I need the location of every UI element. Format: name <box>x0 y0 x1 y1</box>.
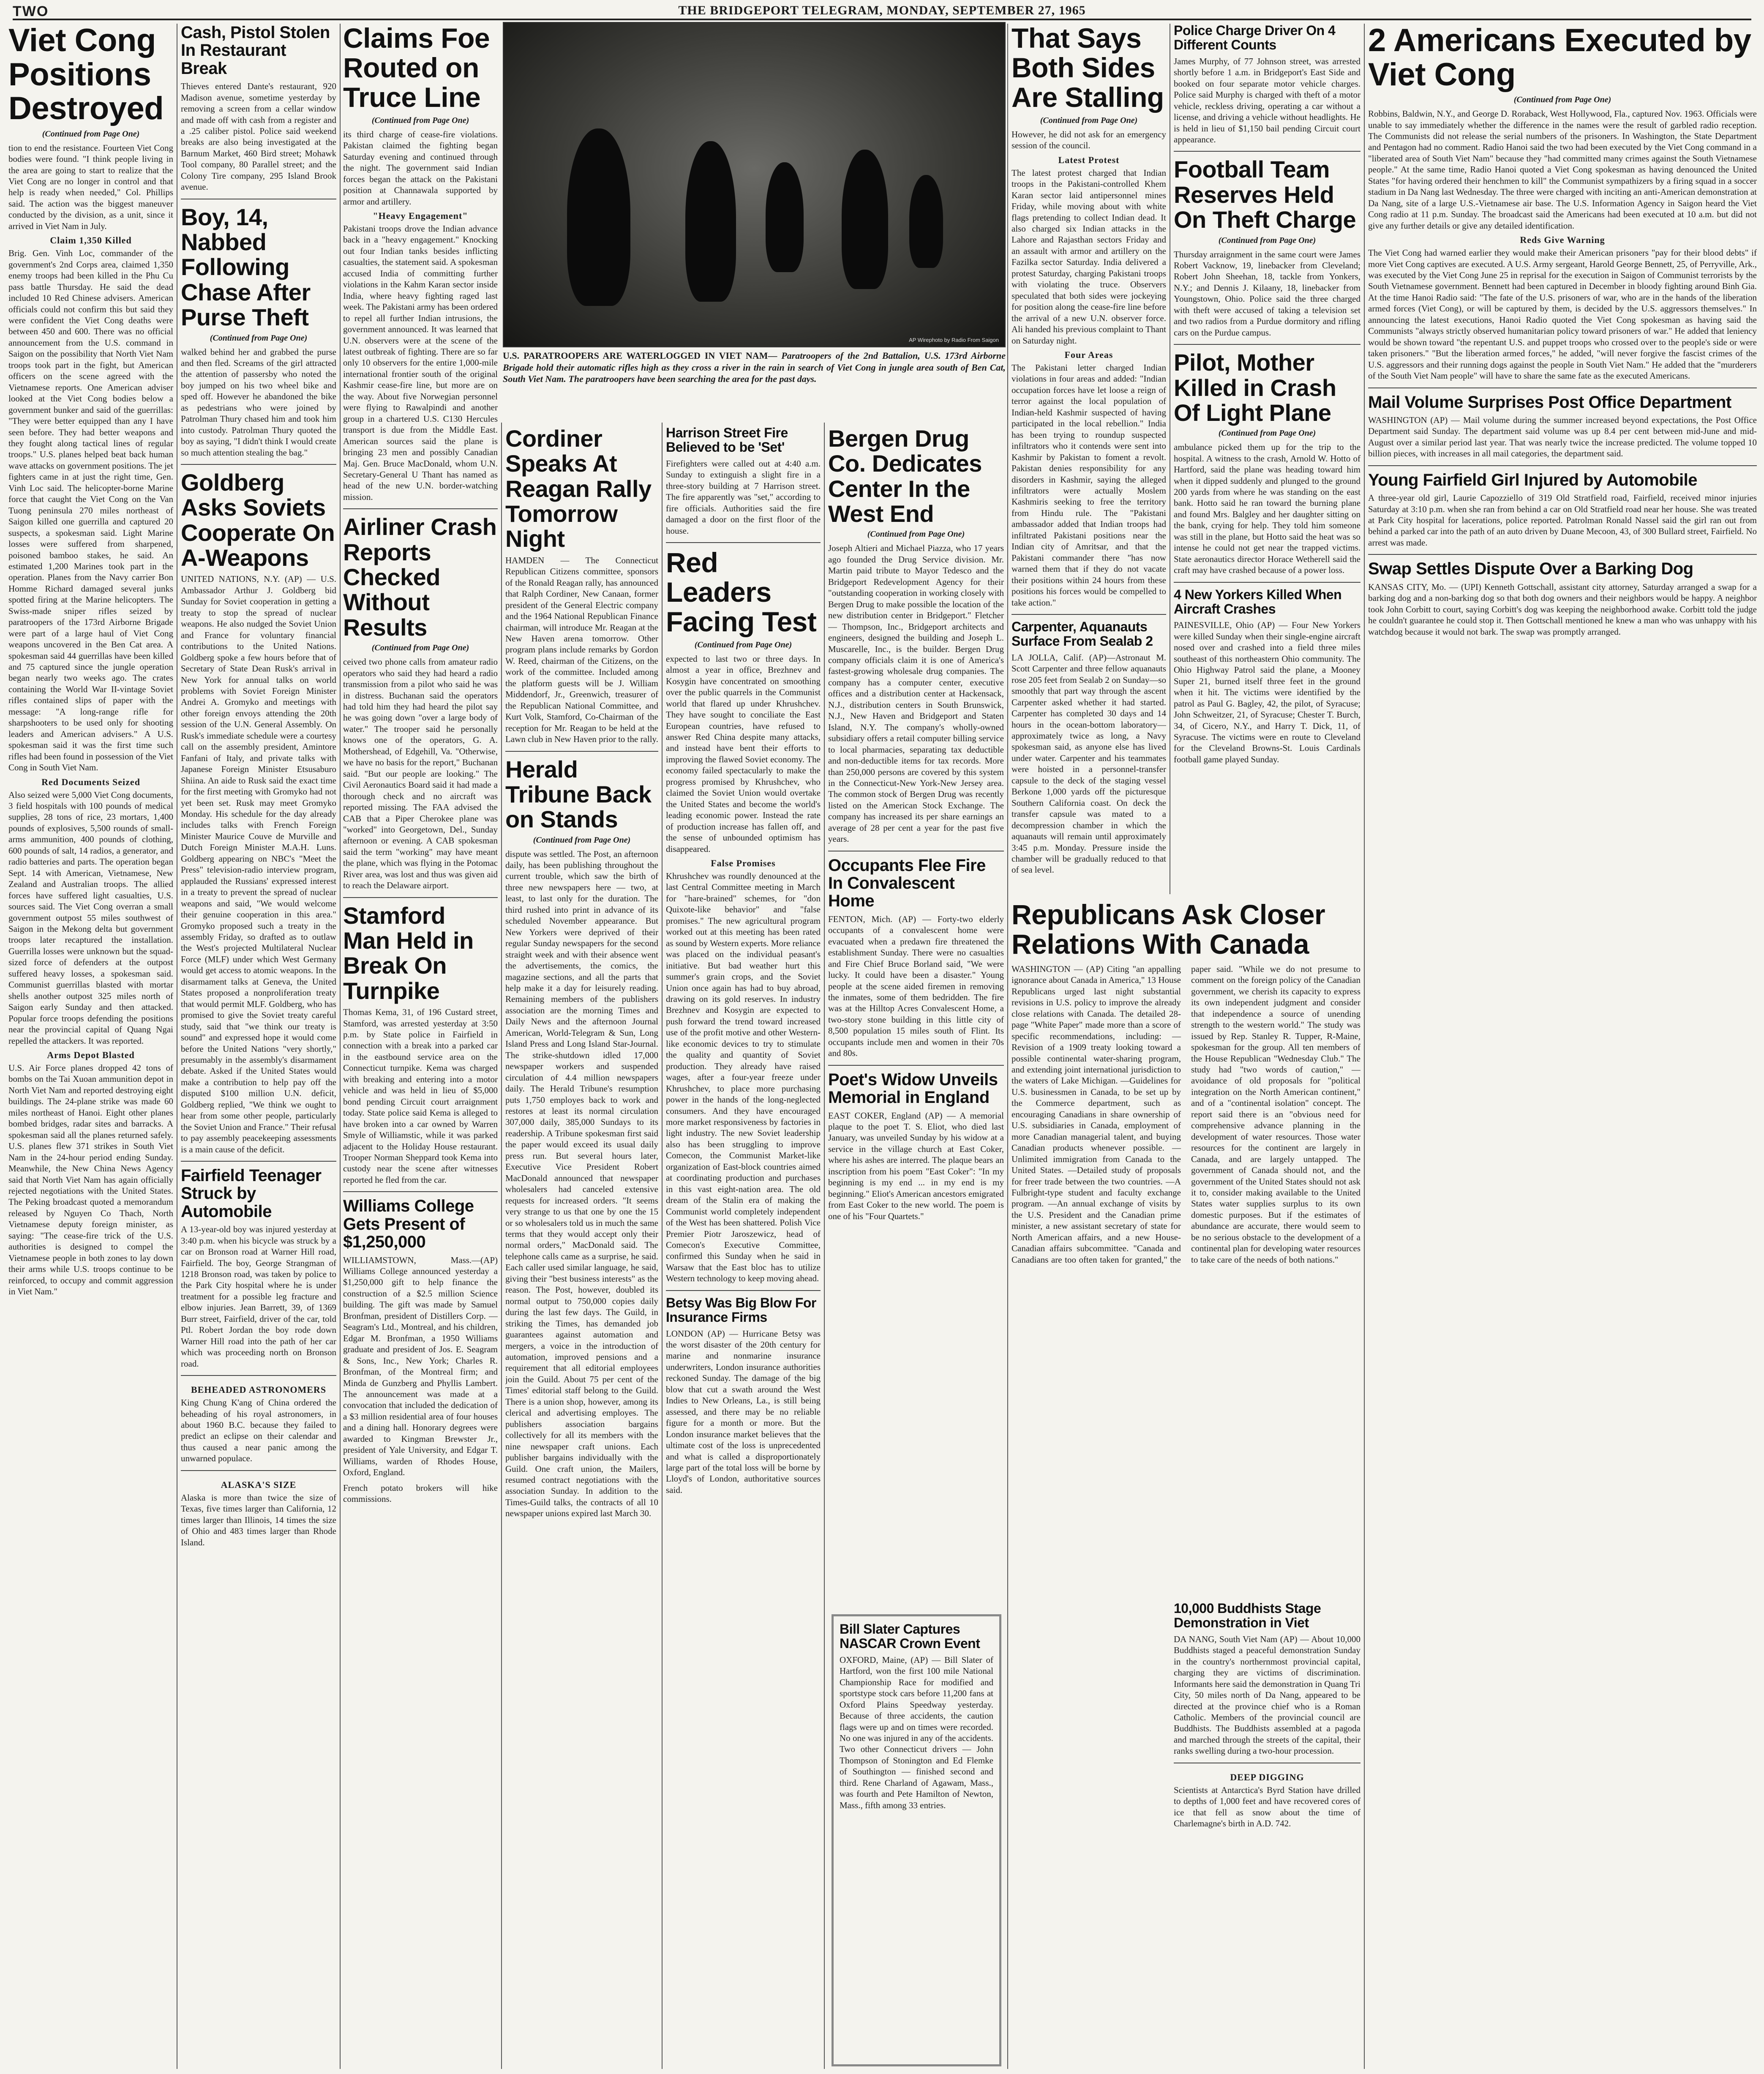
divider <box>181 1375 336 1376</box>
article-body: DA NANG, South Viet Nam (AP) — About 10,000 Buddhists staged a peaceful demonstration Sunday in the country's northernmost provincial capital, charging they are victims of discrimination. Informants here said the demonstration in Quang Tri City, 50 miles north of Da Nang, appeared to be directed at the province chief who is a Roman Catholic. Members of the provincial council are Buddhists. The Buddhists assembled at a pagoda and marched through the streets of the capital, their ranks swelling during a two-hour procession. <box>1174 1634 1360 1756</box>
headline: Swap Settles Dispute Over a Barking Dog <box>1368 560 1693 579</box>
soldier-silhouette <box>567 128 630 306</box>
headline: BEHEADED ASTRONOMERS <box>191 1384 327 1395</box>
article-body: OXFORD, Maine, (AP) — Bill Slater of Hartford, won the first 100 mile National Championship Race for modified and sportstype stock cars before 11,200 fans at Oxford Plains Speedway yesterday. Because of three accidents, the caution flags were up and on times were recorded. No one was injured in any of the accidents. Two other Connecticut drivers — John Thompson of Stonington and Ed Flemke of Southington — finished second and third. Rene Charland of Agawam, Mass., was fourth and Pete Hamilton of Newton, Mass., fifth among 33 entries. <box>840 1654 993 1810</box>
article-body: EAST COKER, England (AP) — A memorial plaque to the poet T. S. Eliot, who died last January, was unveiled Sunday by his widow at a service in the village church at East Coker, where his ashes are interred. The plaque bears an inscription from his poem "East Coker": "In my beginning is my end ... in my end is my beginning." Eliot's American ancestors emigrated from East Coker to the new world. The poem is one of his "Four Quartets." <box>828 1110 1004 1221</box>
article-body: Thieves entered Dante's restaurant, 920 Madison avenue, sometime yesterday by removing a screen from a cellar window and made off with cash from a register and a .25 caliber pistol. Police said weekend breaks are also being investigated at the Barnum Market, 460 Bird street; Mohawk Tool company, 80 Parallel street; and the Colony Tire company, 295 Island Brook avenue. <box>181 81 336 192</box>
article-body: James Murphy, of 77 Johnson street, was arrested shortly before 1 a.m. in Bridgeport's East Side and booked on four separate motor vehicle charges. Police said Murphy is charged with theft of a motor vehicle, reckless driving, operating a car without a license, and driving a vehicle without headlights. He is held in lieu of $1,150 bail pending Circuit court appearance. <box>1174 56 1360 145</box>
divider <box>1174 344 1360 345</box>
article-body: A 13-year-old boy was injured yesterday at 3:40 p.m. when his bicycle was struck by a car on Bronson road at Warner Hill road, Fairfield. The boy, George Strangman of 1218 Bronson road, was taken by police to the Park City hospital where he is under treatment for a possible leg fracture and elbow injuries. Jean Barrett, 39, of 1369 Burr street, Fairfield, driver of the car, told Ptl. Robert Jordan the boy rode down Warner Hill road into the path of her car which was proceeding north on Bronson road. <box>181 1224 336 1369</box>
jump-line: (Continued from Page One) <box>371 643 469 653</box>
divider <box>1368 554 1757 555</box>
headline: Pilot, Mother Killed in Crash Of Light Plane <box>1174 350 1336 426</box>
article-body: The latest protest charged that Indian troops in the Pakistani-controlled Khem Karan sector laid antipersonnel mines Friday, while moving about with white flags pretending to collect Indian dead. It also charged six Indian attacks in the Lahore and Rajasthan sectors Friday and an assault with armor and artillery on the Fazilka sector Saturday. India delivered a protest Saturday, charging Pakistani troops with violating the truce. Observers speculated that both sides were jockeying for position along the cease-fire line before the arrival of a new U.N. observer force. Ali handed his previous complaint to Thant on Saturday night. <box>1012 167 1166 346</box>
headline: Bergen Drug Co. Dedicates Center In the West End <box>828 426 982 527</box>
column-rule <box>1007 24 1008 2069</box>
article-body: Brig. Gen. Vinh Loc, commander of the government's 2nd Corps area, claimed 1,350 enemy troops had been killed in the Phu Cu pass battle Thursday. He said the dead included 10 Red Chinese advisers. American officials could not confirm this but said they were confident the Viet Cong deaths were between 450 and 600. There was no official announcement from the U.S. command in Saigon on the possibility that North Viet Nam troops took part in the fight, but American officers on the scene agreed with the Vietnamese reports. One American adviser looked at the Viet Cong bodies below a government bunker and said of the guerrillas: "They were better equipped than any I have seen before. They had better weapons and they fought along tactical lines of regular troops." U.S. planes helped beat back human wave attacks on government positions. The jet fighters came in at just the right time, Gen. Vinh Loc said. The helicopter-borne Marine force that caught the Viet Cong on the Van Tuong peninsula 270 miles northeast of Saigon killed one guerrilla and captured 20 suspects, a spokesman said. Light Marine losses were suffered from sharpened, poisoned bamboo stakes, he said. An estimated 1,200 Marines took part in the operation. Planes from the Navy carrier Bon Homme Richard damaged several junks spotted firing at the Marine helicopters. The Swiss-made sniper rifles seized by paratroopers of the 173rd Airborne Brigade were part of a large haul of Viet Cong weapons uncovered in the Ben Cat area. A spokesman said 44 guerrillas have been killed and 75 captured since the jungle operation began nearly two weeks ago. The crates containing the World War II-vintage Soviet rifles contained slips of paper with the message: "A long-range rifle for sharpshooters to be used only for shooting leaders and American advisers." A U.S. spokesman said it was the first time such rifles had been found in possession of the Viet Cong in South Viet Nam. <box>8 248 173 773</box>
divider <box>666 542 821 543</box>
article-beheaded-astronomers <box>181 1381 336 1464</box>
article-body: Pakistani troops drove the Indian advance back in a "heavy engagement." Knocking out four Indian tanks besides inflicting casualties, the statement said. A spokesman accused India of committing further violations in the Kahm Karan sector inside India, where heavy fighting raged last week. The Pakistani army has been ordered to repel all further Indian intrusions, the government announced. It was learned that U.N. observers were at the scene of the latest outbreak of fighting. There are so far only 10 observers for the entire 1,000-mile international frontier south of the original Kashmir cease-fire line, but more are on the way. About five Norwegian personnel were flying to Rawalpindi and another group in a chartered U.S. C130 Hercules transport is due from the Middle East. American sources said the plane is bringing 23 men and possibly Canadian Maj. Gen. Bruce MacDonald, whom U.N. Secretary-General U Thant has named as head of the new U.N. border-watching mission. <box>343 224 498 502</box>
jump-line: (Continued from Page One) <box>533 835 631 845</box>
soldier-silhouette <box>766 162 804 272</box>
headline: Young Fairfield Girl Injured by Automobile <box>1368 471 1698 489</box>
subhead: Claim 1,350 Killed <box>50 235 132 246</box>
article-body: ambulance picked them up for the trip to the hospital. A witness to the crash, Arnold W. Hotto of Hartford, said the plane was heading toward him when it dipped suddenly and plunged to the ground 200 yards from where he was standing on the east bank. Hotto said he ran toward the burning plane and found Mrs. Balgley and her daughter sitting on the bank, crying for help. They told him someone was still in the plane, but Hotto said the heat was so intense he could not get near the trapped victims. State aeronautics director Horace Wetherell said the craft may have crashed because of a power loss. <box>1174 442 1360 576</box>
article-body: PAINESVILLE, Ohio (AP) — Four New Yorkers were killed Sunday when their single-engine aircraft nosed over and crashed into a field three miles southeast of this northeastern Ohio community. The Ohio Highway Patrol said the plane, a Mooney Super 21, burned itself three feet in the ground when it hit. The victims were identified by the patrol as Paul G. Bagley, 42, the pilot, of Syracuse; John Schweitzer, 21, of Syracuse; Chester T. Burch, 34, of Cicero, N.Y., and Harry T. Dick, 11, of Syracuse. The victims were en route to Cleveland for the Cleveland Browns-St. Louis Cardinals football game played Sunday. <box>1174 620 1360 764</box>
article-claims-foe-routed <box>343 24 498 502</box>
caption-lead: U.S. PARATROOPERS ARE WATERLOGGED IN VIET NAM— <box>503 350 777 361</box>
jump-line: (Continued from Page One) <box>1040 115 1138 125</box>
article-body: However, he did not ask for an emergency session of the council. <box>1012 129 1166 151</box>
headline: Football Team Reserves Held On Theft Charge <box>1174 157 1356 233</box>
article-cash-pistol <box>181 24 336 193</box>
headline: Airliner Crash Reports Checked Without Results <box>343 514 497 641</box>
divider <box>666 1290 821 1291</box>
headline: Bill Slater Captures NASCAR Crown Event <box>840 1622 980 1651</box>
column-3 <box>343 24 498 2069</box>
article-body: A three-year old girl, Laurie Capozziello of 319 Old Stratfield road, Fairfield, received minor injuries Saturday at 3:10 p.m. when she ran from behind a car on Old Stratfield road near her house. She was treated at Park City hospital for lacerations, police reported. Patrolman Ronald Nassel said the girl ran out from behind a parked car into the path of an auto driven by Duane Mecoon, 43, of 300 Bullard street, Fairfield. No arrest was made. <box>1368 493 1757 548</box>
boxed-article-nascar <box>832 1614 1001 2066</box>
news-photo <box>503 22 1006 347</box>
jump-line: (Continued from Page One) <box>694 640 792 649</box>
column-8 <box>1174 24 1360 894</box>
jump-line: (Continued from Page One) <box>867 529 965 539</box>
article-body: WASHINGTON (AP) — Mail volume during the summer increased beyond expectations, the Post Office Department said Sunday. The department said volume was up 8.4 per cent between mid-June and mid-August over a similar period last year. That was nearly twice the increase predicted. The volume topped 10 billion pieces, with increases in all mail categories, the department said. <box>1368 415 1757 459</box>
jump-line: (Continued from Page One) <box>1513 95 1611 105</box>
column-6 <box>828 426 1004 1609</box>
article-body: walked behind her and grabbed the purse and then fled. Screams of the girl attracted the attention of passersby who noted the boy jumped on his two wheel bike and sped off. However he abandoned the bike as pedestrians who were joined by Patrolman Thury chased him and took him into custody. Patrolman Thury quoted the boy as saying, "I didn't think I would create so much attention stealing the bag." <box>181 347 336 458</box>
article-alaska-size <box>181 1476 336 1548</box>
photo-caption <box>503 350 1006 385</box>
masthead <box>13 3 1751 20</box>
headline: Police Charge Driver On 4 Different Counts <box>1174 24 1336 52</box>
column-7 <box>1012 24 1166 894</box>
headline: Goldberg Asks Soviets Cooperate On A-Weapons <box>181 470 335 571</box>
article-body: expected to last two or three days. In almost a year in office, Brezhnev and Kosygin have concentrated on smoothing over the public quarrels in the Communist world that flared up under Khrushchev. They have sought to conciliate the East European countries, have refused to answer Red China despite many attacks, and instead have bent their efforts to improving the flawed Soviet economy. The economy failed spectacularly to make the progress promised by Khrushchev, who claimed the Soviet Union would overtake the United States and become the world's leading economic power. Instead the rate of production increase has fallen off, and the sense of unbounded optimism has disappeared. <box>666 653 821 854</box>
article-harrison-fire <box>666 426 821 536</box>
article-body: LA JOLLA, Calif. (AP)—Astronaut M. Scott Carpenter and three fellow aquanauts rose 205 feet from Sealab 2 on Sunday—so smoothly that part way through the ascent Carpenter asked whether it had started. Carpenter has completed 30 days and 14 hours in the ocean-bottom laboratory—approximately twice as long, a Navy spokesman said, as anyone else has lived under water. Carpenter and his teammates were hoisted in a personnel-transfer capsule to the deck of the staging vessel Berkone 1,000 yards off the picturesque Southern California coast. On deck the transfer capsule was mated to a decompression chamber in which the aquanauts will remain until approximately 3:45 p.m. Monday. Pressure inside the chamber will be gradually reduced to that of sea level. <box>1012 652 1166 875</box>
subhead: Reds Give Warning <box>1520 235 1605 246</box>
headline: Red Leaders Facing Test <box>666 548 817 637</box>
jump-line: (Continued from Page One) <box>1218 428 1316 438</box>
subhead: Red Documents Seized <box>41 776 140 787</box>
headline: 10,000 Buddhists Stage Demonstration in Viet <box>1174 1602 1321 1630</box>
headline: Poet's Widow Unveils Memorial in England <box>828 1070 998 1107</box>
column-rule <box>340 24 341 2069</box>
article-body: Thursday arraignment in the same court were James Robert Vacknow, 19, linebacker from Cleveland; Robert John Sheehan, 18, tackle from Yonkers, N.Y.; and Dennis J. Kilaany, 18, linebacker from Youngstown, Ohio. Police said the three charged with theft were accused of taking a television set and two radios from a Purdue dormitory and rifling cars on the Purdue campus. <box>1174 249 1360 338</box>
column-9 <box>1368 24 1757 2069</box>
divider <box>343 897 498 898</box>
column-rule <box>662 423 663 2069</box>
column-8-lower <box>1174 1602 1360 2066</box>
headline: Herald Tribune Back on Stands <box>505 756 652 833</box>
headline: Boy, 14, Nabbed Following Chase After Purse Theft <box>181 204 311 331</box>
headline: Cordiner Speaks At Reagan Rally Tomorrow Night <box>505 426 652 552</box>
article-buddhists <box>1174 1602 1360 1757</box>
headline: Fairfield Teenager Struck by Automobile <box>181 1167 322 1221</box>
article-body: Scientists at Antarctica's Byrd Station have drilled to depths of 1,000 feet and have recovered cores of ice that fell as snow about the time of Charlemagne's birth in A.D. 742. <box>1174 1785 1360 1829</box>
headline: Mail Volume Surprises Post Office Department <box>1368 393 1731 412</box>
article-body: Khrushchev was roundly denounced at the last Central Committee meeting in March for "hare-brained" schemes, for "don Quixote-like behavior" and "false promises." The new agricultural program worked out at this meeting has been rated as sound by Western experts. More reliance was placed on the individual peasant's initiative. But bad weather hurt this summer's grain crops, and the Soviet Union once again has had to buy abroad, drawing on its gold reserves. In industry Brezhnev and Kosygin are expected to push forward the trend toward increased use of the profit motive and other Western-like economic devices to try to stimulate the quality and quantity of Soviet production. They already have raised wages, after a four-year freeze under Khrushchev, to place more purchasing power in the hands of the long-neglected consumers. And they have encouraged more market responsiveness by factories in light industry. The new Soviet leadership also has been struggling to improve Comecon, the Communist Market-like organization of East-block countries aimed at coordinating production and purchases in this vast eight-nation area. The old dream of the Stalin era of making the Communist world completely independent of the West has been shattered. Polish Vice Premier Piotr Jaroszewicz, head of Comecon's Executive Committee, confirmed this Sunday when he said in Warsaw that the East bloc has to utilize Western technology to keep moving ahead. <box>666 871 821 1284</box>
article-body: Thomas Kema, 31, of 196 Custard street, Stamford, was arrested yesterday at 3:50 p.m. by State police in Fairfield in connection with a break into a parked car in the eastbound service area on the Connecticut turnpike. Kema was charged with breaking and entering into a motor vehicle and was held in lieu of $5,000 bond pending Circuit court arraignment today. State police said Kema is alleged to have broken into a car owned by Warren Smyle of Williamstic, while it was parked adjacent to the Holiday House restaurant. Trooper Norman Sheppard took Kema into custody near the scene after witnesses reported he fled from the car. <box>343 1007 498 1185</box>
article-body: Joseph Altieri and Michael Piazza, who 17 years ago founded the Drug Service division. Mr. Martin paid tribute to Mayor Tedesco and the Bridgeport Redevelopment Agency for their "outstanding cooperation in working closely with Bergen Drug to make possible the location of the new distribution center in Bridgeport." Fletcher — Thompson, Inc., Bridgeport architects and engineers, designed the building and Joseph L. Muscarelle, Inc., is the builder. Bergen Drug company officials claim it is one of America's fastest-growing wholesale drug companies. The company has a computer center, executive offices and a distribution center at Hackensack, N.J., distribution centers in South Brunswick, N.J., New Haven and Bridgeport and Staten Island, N.Y. The company's wholly-owned subsidiary offers a retail computer billing service to local pharmacies, separating tax deductible and non-deductible items for tax records. More than 250,000 persons are covered by this system in the Connecticut-New York-New Jersey area. The common stock of Bergen Drug was recently listed on the American Stock Exchange. The company has increased its per share earnings an average of 28 per cent a year for the past five years. <box>828 543 1004 844</box>
headline: Harrison Street Fire Believed to be 'Set' <box>666 426 788 455</box>
article-body: HAMDEN — The Connecticut Republican Citizens committee, sponsors of the Ronald Reagan rally, has announced that Ralph Cordiner, New Canaan, former president of the General Electric company and the 1964 National Republican Finance chairman, will introduce Mr. Reagan at the New Haven arena tomorrow. Other program plans include remarks by Gordon W. Reed, chairman of the Citizens, on the work of the committee. Included among the platform guests will be J. William Middendorf, Jr., Greenwich, treasurer of the Republican National Committee, and Kurt Volk, Stamford, Co-Chairman of the reception for Mr. Reagan to be held at the Lawn club in New Haven prior to the rally. <box>505 555 658 745</box>
article-body: KANSAS CITY, Mo. — (UPI) Kenneth Gottschall, assistant city attorney, Saturday arranged a swap for a barking dog and a non-barking dog so that both dog owners and their neighbors would be happy. A neighbor took John Corbitt to court, saying Corbitt's dog was keeping the neighborhood awake. Corbitt told the judge he couldn't guarantee he could stop it. Then Gottschall mentioned he knew a man who was unhappy with his watchdog because it would not bark. The swap was promptly arranged. <box>1368 581 1757 637</box>
subhead: Four Areas <box>1064 349 1113 360</box>
article-4-new-yorkers <box>1174 588 1360 765</box>
divider <box>1368 465 1757 466</box>
subhead: False Promises <box>711 858 776 868</box>
article-body: The Viet Cong had warned earlier they would make their American prisoners "pay for their blood debts" if more Viet Cong captives are executed. A U.S. Army sergeant, Harold George Bennett, 25, of Perryville, Ark., was executed by the Viet Cong June 25 in reprisal for the execution in Saigon of Communist terrorists by the South Vietnamese government. Bennett had been captured in December in bloody fighting around Binh Gia. At the time Hanoi Radio said: "The fate of the U.S. prisoners of war, who are in the hands of the liberation armed forces (Viet Cong), or will be captured by them, is decided by the U.S. aggressors themselves." In announcing the latest executions, Hanoi Radio quoted the Viet Cong spokesman as having said the Communists "always strictly observed humanitarian policy toward prisoners of war." He added that leniency would be shown toward "the repentant U.S. and puppet troops who crossed over to the people's side or were taken prisoners." "But the liberation armed forces," he added, "will never forgive the fascist crimes of the U.S. aggressors and their running dogs against the people in South Viet Nam." He added that the "murderers of the South Viet Nam people" will have to share the same fate as the executed Americans. <box>1368 248 1757 381</box>
article-bergen-drug <box>828 426 1004 845</box>
column-4 <box>505 426 658 2069</box>
article-carpenter-sealab <box>1012 620 1166 876</box>
article-deep-digging <box>1174 1768 1360 1829</box>
subhead: "Heavy Engagement" <box>373 210 468 221</box>
page-number: TWO <box>13 3 49 19</box>
caption-text: Paratroopers of the 2nd Battalion, U.S. 173rd Airborne Brigade hold their automatic rifles high as they cross a river in the rain in search of Viet Cong in jungle area south of Ben Cat, South Viet Nam. The paratroopers have been searching the area for the past days. <box>503 350 1006 384</box>
article-body: WILLIAMSTOWN, Mass.—(AP) Williams College announced yesterday a $1,250,000 gift to help finance the construction of a $2.5 million Science building. The gift was made by Samuel Bronfman, president of Distillers Corp. — Seagram's Ltd., Montreal, and his children, Edgar M. Bronfman, a 1950 Williams graduate and president of Jos. E. Seagram & Sons, Inc., New York; Charles R. Bronfman, of the Montreal firm; and Minda de Gunzberg and Phyllis Lambert. The announcement was made at a convocation that included the dedication of a $3 million residential area of four houses and a dining hall. Honorary degrees were awarded to Kingman Brewster Jr., president of Yale University, and Edgar T. Williams, warden of Rhodes House, Oxford, England. <box>343 1255 498 1478</box>
article-body: its third charge of cease-fire violations. Pakistan claimed the fighting began Saturday evening and continued through the night. The government said Indian forces began the attack on the Pakistani position at Channawala supported by armor and artillery. <box>343 129 498 207</box>
article-red-leaders <box>666 548 821 1284</box>
article-body: The Pakistani letter charged Indian violations in four areas and added: "Indian occupation forces have let loose a reign of terror against the local population of Indian-held Kashmir suspected of having participated in the local rebellion." India has been trying to roundup suspected infiltrators who it contends were sent into Kashmir by Pakistan to foment a revolt. Pakistan denies responsibility for any disorders in Kashmir, saying the alleged infiltrators were actually Moslem Kashmiris seeking to free the territory from Hindu rule. The "Pakistani ambassador added that Indian troops had infiltrated Pakistani positions near the Indian city of Amritsar, and that the Pakistani commander there "has now warned them that if they do not vacate their positions within 24 hours from these positions his forces would be compelled to take action." <box>1012 363 1166 608</box>
article-occupants-flee <box>828 857 1004 1059</box>
divider <box>343 508 498 509</box>
divider <box>181 1470 336 1471</box>
photo-credit: AP Wirephoto by Radio From Saigon <box>909 337 999 343</box>
divider <box>1174 582 1360 583</box>
article-airliner-crash <box>343 514 498 891</box>
jump-line: (Continued from Page One) <box>210 333 308 343</box>
article-republicans-canada <box>1012 900 1360 1265</box>
headline: 2 Americans Executed by Viet Cong <box>1368 24 1751 93</box>
soldier-silhouette <box>842 150 888 289</box>
headline: Stamford Man Held in Break On Turnpike <box>343 903 474 1004</box>
headline: Occupants Flee Fire In Convalescent Home <box>828 856 986 911</box>
divider <box>828 1065 1004 1066</box>
divider <box>343 1191 498 1192</box>
article-body: WASHINGTON — (AP) Citing "an appalling ignorance about Canada in America," 13 House Republicans urged last night substantial revisions in U.S. policy to improve the already close relations with Canada. The detailed 28-page "White Paper" made more than a score of specific recommendations, including: —Revision of a 1909 treaty looking toward a possible continental water-sharing program, and extending joint international jurisdiction to the waters of Lake Michigan. —Guidelines for U.S. businessmen in Canada, to be set up by the Commerce department, such as encouraging Canadians in share ownership of U.S. subsidiaries in Canada, employment of more Canadian managerial talent, and buying Canadian products whenever possible. —Unlimited immigration from Canada to the United States. —Detailed study of proposals for freer trade between the two countries. —A Fulbright-type student and faculty exchange program. —An annual exchange of visits by the U.S. President and the Canadian prime minister, a new assistant secretary of state for North American affairs, and a new House-Canadian affairs subcommittee. "Canada and Canadians are too often taken for granted," the paper said. "While we do not presume to comment on the foreign policy of the Canadian government, we cherish its capacity to express its own independent judgment and consider that independence a source of unending strength to the western world." The study was issued by Rep. Stanley R. Tupper, R-Maine, spokesman for the group. All ten members of the House Republican "Wednesday Club." The study had "two words of caution," — avoidance of old proposals for "political integration on the North American continent," and of a "continental isolation" concept. The report said there is an "obvious need for comprehensive advance planning in the development of water resources. Those water resources for the continent are largely in Canada, and are largely untapped. The government of Canada should not, and the government of the United States should not ask it to, consider making available to the United States water supplies surplus to its own domestic purposes. But if the estimates of abundance are accurate, there would seem to be no serious obstacle to the development of a continental plan for developing water resources to take care of the needs of both nations." <box>1012 963 1360 1265</box>
jump-line: (Continued from Page One) <box>42 129 140 139</box>
article-poets-widow <box>828 1071 1004 1222</box>
column-rule <box>824 423 825 2069</box>
article-2-americans-executed <box>1368 24 1757 382</box>
article-body: tion to end the resistance. Fourteen Viet Cong bodies were found. "I think people living in the area are going to start to realize that the Viet Cong are no longer in control and that help is ready when needed," Col. Phillips said. The action was the biggest maneuver conducted by the division, as a unit, since it arrived in Viet Nam in July. <box>8 142 173 231</box>
article-pilot-mother <box>1174 350 1360 576</box>
headline: Cash, Pistol Stolen In Restaurant Break <box>181 24 330 78</box>
article-football-reserves <box>1174 157 1360 338</box>
soldier-silhouette <box>685 141 736 302</box>
article-cordiner <box>505 426 658 745</box>
headline: Carpenter, Aquanauts Surface From Sealab 2 <box>1012 619 1153 649</box>
headline: Williams College Gets Present of $1,250,000 <box>343 1197 474 1252</box>
article-stamford-man <box>343 903 498 1186</box>
article-body: UNITED NATIONS, N.Y. (AP) — U.S. Ambassador Arthur J. Goldberg bid Sunday for Soviet cooperation in getting a treaty to stop the spread of nuclear weapons. He also nudged the Soviet Union and France for voluntary financial contributions to the United Nations. Goldberg spoke a few hours before that of Secretary of State Dean Rusk's arrival in New York for annual talks on world problems with Soviet Foreign Minister Andrei A. Gromyko and meetings with other foreign envoys attending the 20th session of the U.N. General Assembly. On Rusk's immediate schedule were a courtesy call on the assembly president, Amintore Fanfani of Italy, and private talks with Japanese Foreign Minister Etsusaburo Shiina. An aide to Rusk said the exact time for the first meeting with Gromyko had not yet been set. Rusk may meet Gromyko Monday. His schedule for the day already includes talks with French Foreign Minister Maurice Couve de Murville and Dutch Foreign Minister M.A.H. Luns. Goldberg appearing on NBC's "Meet the Press" television-radio interview program, applauded the Russians' expressed interest in a treaty to prevent the spread of nuclear weapons and said, "We would welcome their genuine cooperation in this area." Gromyko proposed such a treaty in the assembly Friday, so drafted as to outlaw the West's projected Multilateral Nuclear Force (MLF) under which West Germany would get access to atomic weapons. In the disarmament talks at Geneva, the United States proposed a nonproliferation treaty that would permit MLF. Goldberg, who has promised to give the Soviet treaty careful study, said that "we think our treaty is sound" and expressed hope it would come before the United Nations "very shortly," presumably in the assembly's disarmament debate. Asked if the United States would make a contribution to help pay off the disputed $100 million U.N. deficit, Goldberg replied, "We think we ought to hear from some other people, particularly the Soviet Union and France." Their refusal to pay assembly peacekeeping assessments is a main cause of the deficit. <box>181 574 336 1154</box>
article-goldberg <box>181 470 336 1155</box>
divider <box>181 464 336 465</box>
article-viet-cong-positions <box>8 24 173 1297</box>
subhead: Arms Depot Blasted <box>47 1049 135 1060</box>
article-body: U.S. Air Force planes dropped 42 tons of bombs on the Tai Xuoan ammunition depot in North Viet Nam and reported destroying eight buildings. The 24-plane strike was made 60 miles northeast of Hanoi. Eight other planes bombed bridges, radar sites and barracks. A spokesman said all the planes returned safely. U.S. planes flew 371 strikes in South Viet Nam in the 24-hour period ending Sunday. Meanwhile, the New China News Agency said that North Viet Nam has again officially rejected negotiations with the United States. The Peking broadcast quoted a memorandum released by Nguyen Co Thach, North Vietnamese deputy foreign minister, as saying: "The cease-fire trick of the U.S. authorities is designed to compel the Vietnamese people in both zones to lay down their arms while U.S. troops continue to be reinforced, to occupy and commit aggression in Viet Nam." <box>8 1062 173 1297</box>
filler-item: French potato brokers will hike commissions. <box>343 1482 498 1504</box>
subhead: Latest Protest <box>1058 154 1120 165</box>
headline: 4 New Yorkers Killed When Aircraft Crashes <box>1174 587 1342 617</box>
headline: Claims Foe Routed on Truce Line <box>343 24 490 113</box>
article-body: Firefighters were called out at 4:40 a.m. Sunday to extinguish a slight fire in a three-story building at 7 Harrison street. The fire apparently was "set," according to fire officials. Authorities said the fire damaged a door on the first floor of the house. <box>666 458 821 536</box>
headline: That Says Both Sides Are Stalling <box>1012 24 1164 113</box>
column-rule <box>1364 24 1365 2069</box>
masthead-title: THE BRIDGEPORT TELEGRAM, MONDAY, SEPTEMBER 27, 1965 <box>678 3 1086 17</box>
article-betsy <box>666 1296 821 1496</box>
column-rule <box>501 423 502 2069</box>
article-young-fairfield-girl <box>1368 471 1757 549</box>
headline: DEEP DIGGING <box>1230 1771 1304 1782</box>
divider <box>505 751 658 752</box>
headline: Viet Cong Positions Destroyed <box>8 24 164 127</box>
article-body: Alaska is more than twice the size of Texas, five times larger than California, 12 times larger than Illinois, 14 times the size of Ohio and 483 times larger than Rhode Island. <box>181 1492 336 1547</box>
article-body: dispute was settled. The Post, an afternoon daily, has been publishing throughout the current trouble, which saw the birth of three new newspapers here — two, at least, to last only for the duration. The third rushed into print in advance of its scheduled November appearance. But New Yorkers were deprived of their regular Sunday newspapers for the second straight week and with their absence went the advertisements, the comics, the magazine sections, and all the parts that help make it a day for leisurely reading. Remaining members of the publishers association are the morning Times and Daily News and the afternoon Journal American, World-Telegram & Sun, Long Island Press and Long Island Star-Journal. The strike-shutdown idled 17,000 newspaper workers and suspended circulation of 4.4 million newspapers daily. The Herald Tribune's resumption puts 1,750 employes back to work and restores at least its normal circulation 307,000 daily, 385,000 Sundays to its readership. A Tribune spokesman first said the paper would exceed its usual daily press run. But several hours later, Executive Vice President Robert MacDonald announced that newspaper wholesalers had canceled extensive requests for increased orders. "It seems very strange to us that one by one the 15 or so wholesalers told us in much the same terms that they would accept only their normal orders," MacDonald said. The telephone calls came as a surprise, he said. Each caller used similar language, he said, giving their "best business interests" as the reason. The Post, however, doubled its normal output to 750,000 copies daily during the last few days. The Guild, in striking the Times, has demanded job guarantees against automation and mergers, a voice in the introduction of automation, improved pensions and a requirement that all editorial employees join the Guild. About 75 per cent of the Times' editorial staff belong to the Guild. There is a union shop, however, among its clerical and advertising employes. The publishers association bargains collectively for all its members with the nine newspaper craft unions. Each publisher bargains individually with the Guild. One craft union, the Mailers, resumed contract negotiations with the association Sunday. In addition to the Times-Guild talks, the contracts of all 10 newspaper unions expired last March 30. <box>505 849 658 1519</box>
article-swap-barking-dog <box>1368 560 1757 637</box>
column-2 <box>181 24 336 2069</box>
article-body: FENTON, Mich. (AP) — Forty-two elderly occupants of a convalescent home were evacuated when a predawn fire threatened the establishment Sunday. There were no casualties and Fire Chief Bruce Borland said, "We were lucky. It could have been a disaster." Young people at the scene aided firemen in removing the inmates, some of them bedridden. The fire was at the Hilltop Acres Convalescent Home, a two-story stone building in this little city of 8,500 population 15 miles south of Flint. Its occupants include men and women in their 70s and 80s. <box>828 914 1004 1059</box>
article-body: Robbins, Baldwin, N.Y., and George D. Roraback, West Hollywood, Fla., captured Nov. 1963. Officials were unable to say immediately whether the difference in the names were the result of garbled radio reception. The Communists did not release the serial numbers of the prisoners. In Washington, the State Department and Pentagon had no comment. Radio Hanoi said the two had been executed by the Viet Cong command in a "liberated area of South Viet Nam" because they "had committed many crimes against the South Vietnamese people." At the same time, Radio Hanoi quoted a Viet Cong spokesman as having denounced the United States "for having ordered their henchmen to kill" the Communist sympathizers by a firing squad in a soccer stadium in Da Nang last Wednesday. The three were charged with inciting an anti-American demonstration at Da Nang, site of a large U.S.-Vietnamese air base. The U.S. Information Agency in Saigon heard the Viet Cong radio at 11 p.m. Sunday. The broadcast said the Americans had been executed at 10 a.m. but did not give any further details or give any detailed identification. <box>1368 109 1757 231</box>
column-5 <box>666 426 821 2069</box>
headline: Betsy Was Big Blow For Insurance Firms <box>666 1296 816 1325</box>
article-body: ceived two phone calls from amateur radio operators who said they had heard a radio transmission from a pilot who said he was in distress. Buchanan said the operators had told him they had heard the pilot say he was going down "over a large body of water." The trooper said he personally knows one of the operators, G. A. Mothershead, of Edgehill, Va. "Otherwise, we have no basis for the report," Buchanan said. "But our people are looking." The Civil Aeronautics Board said it had made a thorough check and no aircraft was reported missing. The FAA advised the CAB that a Piper Cherokee plane was "worked" into Georgetown, Del., Sunday afternoon or evening. A CAB spokesman said the term "working" may have meant the plane, which was flying in the Potomac River area, was lost and thus was given aid to reach the Delaware airport. <box>343 657 498 891</box>
jump-line: (Continued from Page One) <box>1218 235 1316 245</box>
article-body: Also seized were 5,000 Viet Cong documents, 3 field hospitals with 100 pounds of medical supplies, 28 tons of rice, 23 mortars, 1,400 pounds of explosives, 5,500 rounds of small-arms ammunition, 400 pounds of clothing, 600 pounds of salt, 14 radios, a generator, and radio batteries and parts. The operation began Sept. 14 with American, Vietnamese, New Zealand and Australian troops. The allied forces have suffered light casualties, U.S. sources said. The Viet Cong overran a small government outpost 55 miles southwest of Saigon in the Mekong delta but government troops later recaptured the installation. Guerrilla losses were unknown but the squad-sized force of defenders at the outpost suffered heavy losses, a spokesman said. Communist guerrillas blasted with mortar shells another outpost 325 miles north of Saigon early Sunday and then attacked. Popular force troops defending the positions near the provincial capital of Quang Ngai repelled the attackers. It was reported. <box>8 789 173 1046</box>
headline: Republicans Ask Closer Relations With Canada <box>1012 900 1325 960</box>
article-williams-college <box>343 1197 498 1504</box>
article-fairfield-teenager <box>181 1167 336 1369</box>
article-both-sides-stalling <box>1012 24 1166 608</box>
column-7-8-lower <box>1012 900 1360 1597</box>
divider <box>1174 151 1360 152</box>
headline: ALASKA'S SIZE <box>221 1479 297 1490</box>
article-mail-volume <box>1368 393 1757 459</box>
divider <box>181 1161 336 1162</box>
column-1 <box>8 24 173 2069</box>
article-police-charge-driver <box>1174 24 1360 145</box>
soldier-silhouette <box>909 175 943 268</box>
divider <box>1012 614 1166 615</box>
article-body: King Chung K'ang of China ordered the beheading of his royal astronomers, in about 1960 B.C. because they failed to predict an eclipse on their calendar and thus caused a near panic among the unwarned populace. <box>181 1397 336 1464</box>
article-boy-nabbed <box>181 205 336 458</box>
jump-line: (Continued from Page One) <box>371 115 469 125</box>
article-body: LONDON (AP) — Hurricane Betsy was the worst disaster of the 20th century for marine and nonmarine insurance underwriters, London insurance authorities reckoned Sunday. The damage of the big blow that cut a swath around the West Indies to New Orleans, La., is still being assessed, and there may be no reliable figure for a month or more. But the London insurance market believes that the ultimate cost of the loss is unprecedented and what is called a disproportionately large part of the total loss will be borne by Lloyd's of London, authoritative sources said. <box>666 1328 821 1495</box>
article-herald-tribune <box>505 757 658 1519</box>
